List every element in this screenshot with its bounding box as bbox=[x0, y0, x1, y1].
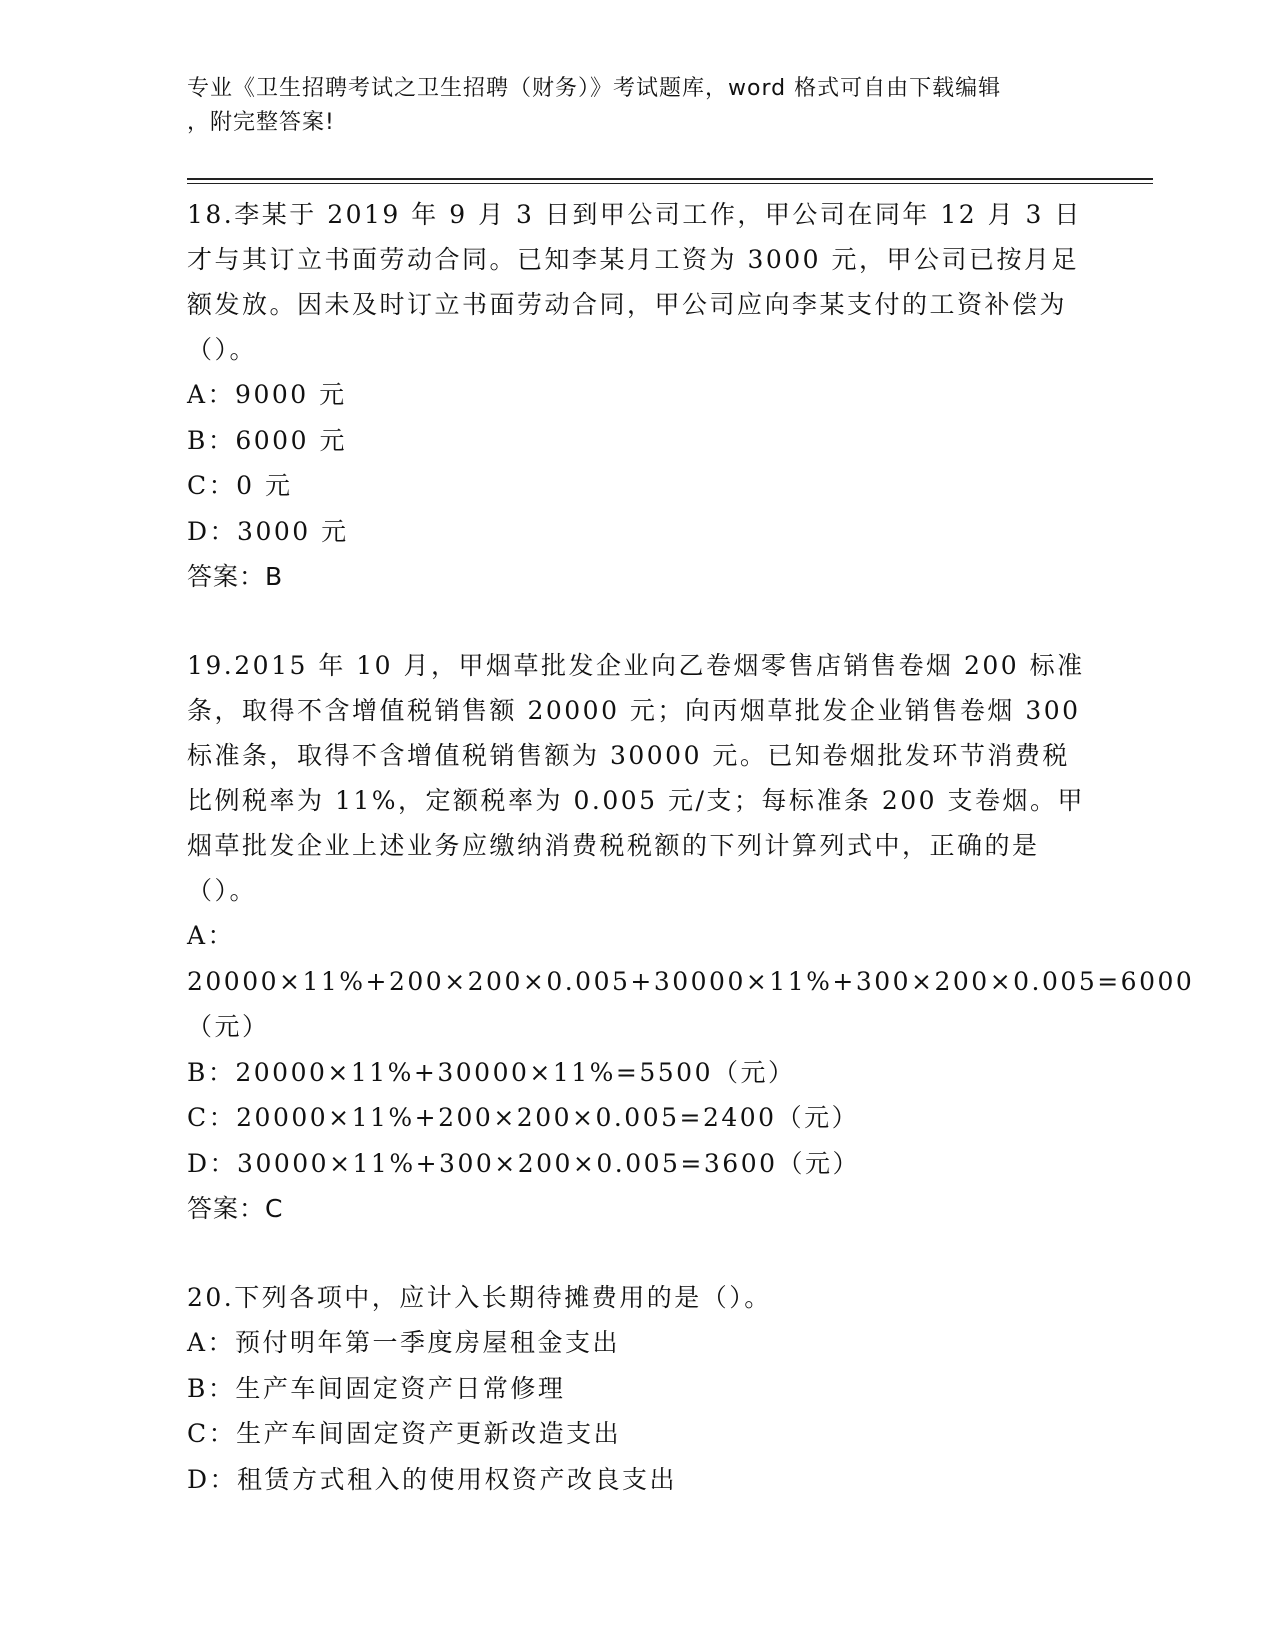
header-line-2: ，附完整答案! bbox=[187, 110, 335, 135]
question-stem: 19.2015 年 10 月，甲烟草批发企业向乙卷烟零售店销售卷烟 200 标准条，取得不含增值税销售额 20000 元；向丙烟草批发企业销售卷烟 300 标准条，取得不含增值税销售额为 30000 元。已知卷烟批发环节消费税比例税率为 11%，定额税率为 0.005 元/支；每标准条 200 支卷烟。甲烟草批发企业上述业务应缴纳消费税税额的下列计算列式中，正确的是（）。 bbox=[187, 651, 1086, 905]
question-list bbox=[187, 192, 1195, 1502]
option-b: B：6000 元 bbox=[187, 425, 347, 455]
option-a: A：9000 元 bbox=[187, 380, 347, 409]
option-c: C：20000×11%+200×200×0.005=2400（元） bbox=[187, 1103, 860, 1132]
question-18 bbox=[187, 192, 1087, 599]
header-line-1: 专业《卫生招聘考试之卫生招聘（财务）》考试题库，word 格式可自由下载编辑 bbox=[187, 76, 1002, 101]
option-b: B：20000×11%+30000×11%=5500（元） bbox=[187, 1057, 796, 1087]
spacer bbox=[187, 599, 1087, 643]
option-c: C：0 元 bbox=[187, 471, 293, 500]
header-divider-thick bbox=[187, 178, 1153, 180]
option-d: D：租赁方式租入的使用权资产改良支出 bbox=[187, 1464, 678, 1494]
option-c: C：生产车间固定资产更新改造支出 bbox=[187, 1419, 622, 1448]
option-d: D：3000 元 bbox=[187, 516, 349, 546]
header-divider-thin bbox=[187, 183, 1153, 184]
question-20 bbox=[187, 1275, 1087, 1502]
question-stem: 18.李某于 2019 年 9 月 3 日到甲公司工作，甲公司在同年 12 月 3 日才与其订立书面劳动合同。已知李某月工资为 3000 元，甲公司已按月足额发放。因未及时订立书面劳动合同，甲公司应向李某支付的工资补偿为（）。 bbox=[187, 200, 1082, 364]
option-b: B：生产车间固定资产日常修理 bbox=[187, 1373, 566, 1403]
spacer bbox=[187, 1231, 1087, 1275]
question-19 bbox=[187, 643, 1195, 1231]
option-d: D：30000×11%+300×200×0.005=3600（元） bbox=[187, 1148, 861, 1178]
option-a: A：20000×11%+200×200×0.005+30000×11%+300×200×0.005=6000（元） bbox=[187, 921, 1195, 1041]
option-a: A：预付明年第一季度房屋租金支出 bbox=[187, 1328, 621, 1357]
answer-line: 答案：C bbox=[187, 1194, 284, 1223]
document-header bbox=[187, 72, 1087, 140]
answer-line: 答案：B bbox=[187, 562, 284, 591]
question-stem: 20.下列各项中，应计入长期待摊费用的是（）。 bbox=[187, 1283, 772, 1312]
